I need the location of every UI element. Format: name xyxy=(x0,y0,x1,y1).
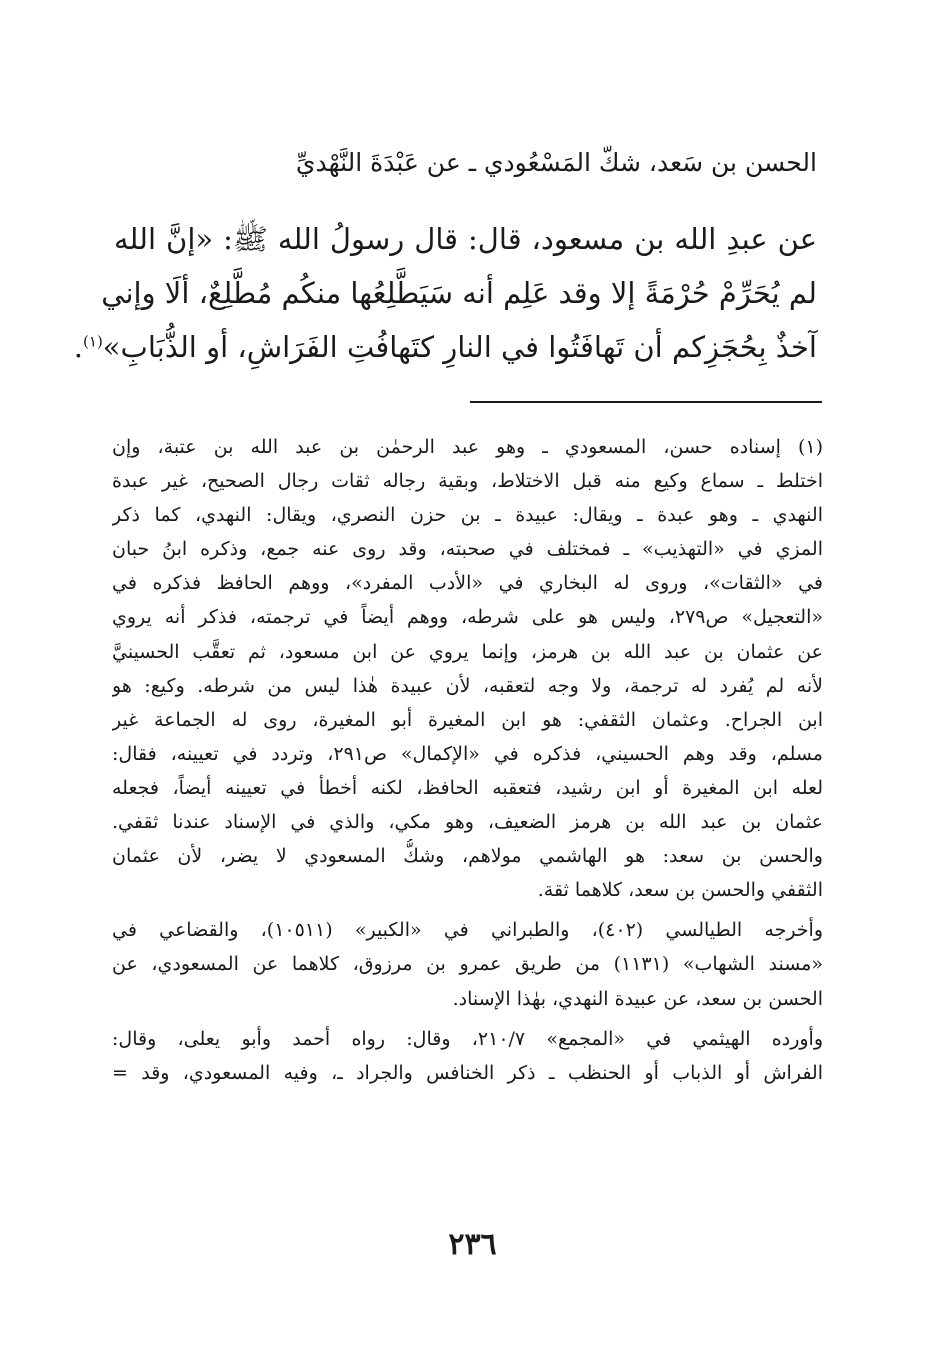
isnad-line: الحسن بن سَعد، شكّ المَسْعُودي ـ عن عَبْدَةَ النَّهْديِّ xyxy=(295,148,817,177)
footnote-line: (١) إسناده حسن، المسعودي ـ وهو عبد الرحمٰن بن عبد الله بن عتبة، وإن xyxy=(112,436,823,458)
hadith-line: لم يُحَرِّمْ حُرْمَةً إلا وقد عَلِم أنه سَيَطَّلِعُها منكُم مُطَّلِعٌ، ألَا وإني xyxy=(101,276,817,310)
footnotes xyxy=(112,430,823,1090)
hadith-line: عن عبدِ الله بن مسعود، قال: قال رسولُ الله ﷺ: «إنَّ الله xyxy=(114,222,817,256)
footnote-line: المزي في «التهذيب» ـ فمختلف في صحبته، وقد روى عنه جمع، وذكره ابنُ حبان xyxy=(112,538,823,561)
footnote-reference: (١) xyxy=(83,332,103,351)
page-number: ٢٣٦ xyxy=(448,1227,497,1262)
period: . xyxy=(73,330,84,364)
footnote-line: لأنه لم يُفرد له ترجمة، ولا وجه لتعقبه، لأن عبيدة هٰذا ليس من شرطه. وكيع: هو xyxy=(112,674,823,697)
hadith-text xyxy=(73,212,817,374)
footnote-line: «مسند الشهاب» (١١٣١) من طريق عمرو بن مرزوق، كلاهما عن المسعودي، عن xyxy=(112,953,823,976)
footnote-line: النهدي ـ وهو عبدة ـ ويقال: عبيدة ـ بن حزن النصري، ويقال: النهدي، كما ذكر xyxy=(112,504,823,527)
footnote-line: وأخرجه الطيالسي (٤٠٢)، والطبراني في «الكبير» (١٠٥١١)، والقضاعي في xyxy=(112,919,823,942)
footnote-line: مسلم، وقد وهم الحسيني، فذكره في «الإكمال» ص٢٩١، وتردد في تعيينه، فقال: xyxy=(112,742,823,765)
footnote-line: لعله ابن المغيرة أو ابن رشيد، فتعقبه الحافظ، لكنه أخطأ في تعيينه أيضاً، فجعله xyxy=(112,776,823,799)
footnote-line: وأورده الهيثمي في «المجمع» ٢١٠/٧، وقال: رواه أحمد وأبو يعلى، وقال: xyxy=(112,1027,823,1050)
footnote-line: في «الثقات»، وروى له البخاري في «الأدب المفرد»، ووهم الحافظ فذكره في xyxy=(112,572,823,595)
footnote-line: اختلط ـ سماع وكيع منه قبل الاختلاط، وبقية رجاله ثقات رجال الصحيح، غير عبدة xyxy=(112,470,823,493)
footnote-separator xyxy=(470,401,822,403)
footnote-paragraph xyxy=(112,1022,823,1090)
footnote-paragraph xyxy=(112,430,823,907)
hadith-line-text: آخذٌ بِحُجَزِكم أن تَهافَتُوا في النارِ كتَهافُتِ الفَرَاشِ، أو الذُّبَابِ» xyxy=(102,330,817,364)
footnote-line: الحسن بن سعد، عن عبيدة النهدي، بهٰذا الإسناد. xyxy=(452,987,823,1010)
footnote-line: ابن الجراح. وعثمان الثقفي: هو ابن المغيرة أبو المغيرة، روى له الجماعة غير xyxy=(112,708,823,731)
footnote-line: الثقفي والحسن بن سعد، كلاهما ثقة. xyxy=(537,879,823,902)
footnote-line: عن عثمان بن عبد الله بن هرمز، وإنما يروي عن ابن مسعود، ثم تعقَّب الحسينيَّ xyxy=(112,640,823,663)
hadith-line xyxy=(73,320,817,374)
footnote-line: عثمان بن عبد الله بن هرمز الضعيف، وهو مكي، والذي في الإسناد عندنا ثقفي. xyxy=(112,811,823,834)
footnote-line: «التعجيل» ص٢٧٩، وليس هو على شرطه، ووهم أيضاً في ترجمته، فذكر أنه يروي xyxy=(112,606,823,629)
footnote-paragraph xyxy=(112,913,823,1015)
footnote-line: والحسن بن سعد: هو الهاشمي مولاهم، وشكُّ المسعودي لا يضر، لأن عثمان xyxy=(112,845,823,868)
footnote-line: الفراش أو الذباب أو الحنظب ـ ذكر الخنافس والجراد ـ، وفيه المسعودي، وقد = xyxy=(112,1061,823,1084)
